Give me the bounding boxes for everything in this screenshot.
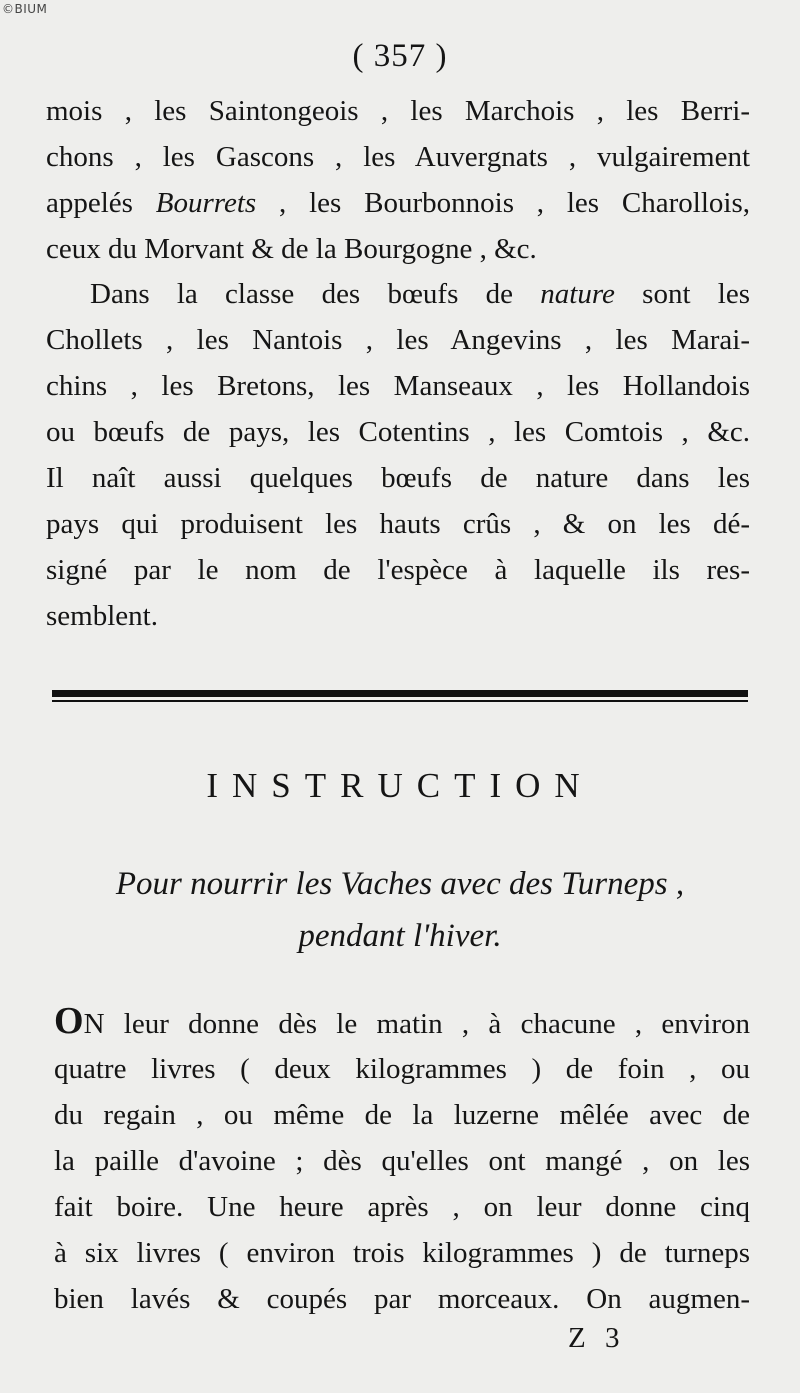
text-line: Chollets , les Nantois , les Angevins , les Marai- — [46, 324, 750, 356]
section-divider-thick — [52, 690, 748, 697]
text-line: ceux du Morvant & de la Bourgogne , &c. — [46, 233, 537, 265]
section-title: INSTRUCTION — [206, 766, 594, 805]
page-number: ( 357 ) — [352, 38, 448, 74]
section-subtitle-line-1: Pour nourrir les Vaches avec des Turneps , — [115, 866, 685, 902]
text-line: quatre livres ( deux kilogrammes ) de foin , ou — [54, 1053, 750, 1085]
signature-mark: Z 3 — [568, 1322, 626, 1354]
watermark: ©BIUM — [2, 2, 48, 16]
text-line: à six livres ( environ trois kilogrammes ) de turneps — [54, 1237, 750, 1269]
text-line: signé par le nom de l'espèce à laquelle ils res- — [46, 554, 750, 586]
drop-cap: O — [54, 1000, 84, 1042]
text-line: mois , les Saintongeois , les Marchois , les Berri- — [46, 95, 750, 127]
text-line: Dans la classe des bœufs de nature sont les — [90, 278, 751, 310]
text-line: la paille d'avoine ; dès qu'elles ont mangé , on les — [54, 1145, 750, 1177]
text-line: appelés Bourrets , les Bourbonnois , les Charollois, — [46, 187, 750, 219]
text-line: ou bœufs de pays, les Cotentins , les Comtois , &c. — [46, 416, 750, 448]
section-divider-thin — [52, 700, 748, 702]
text-line: chons , les Gascons , les Auvergnats , vulgairement — [46, 141, 750, 173]
text-line: fait boire. Une heure après , on leur donne cinq — [54, 1191, 750, 1223]
text-line: bien lavés & coupés par morceaux. On augmen- — [54, 1283, 750, 1315]
text-line: chins , les Bretons, les Manseaux , les Hollandois — [46, 370, 750, 402]
section-subtitle-line-2: pendant l'hiver. — [298, 918, 502, 954]
text-line: semblent. — [46, 600, 158, 632]
text-line: ON leur donne dès le matin , à chacune , environ — [54, 1000, 750, 1042]
text-line: pays qui produisent les hauts crûs , & on les dé- — [46, 508, 750, 540]
text-line: du regain , ou même de la luzerne mêlée avec de — [54, 1099, 750, 1131]
text-line: Il naît aussi quelques bœufs de nature dans les — [46, 462, 750, 494]
